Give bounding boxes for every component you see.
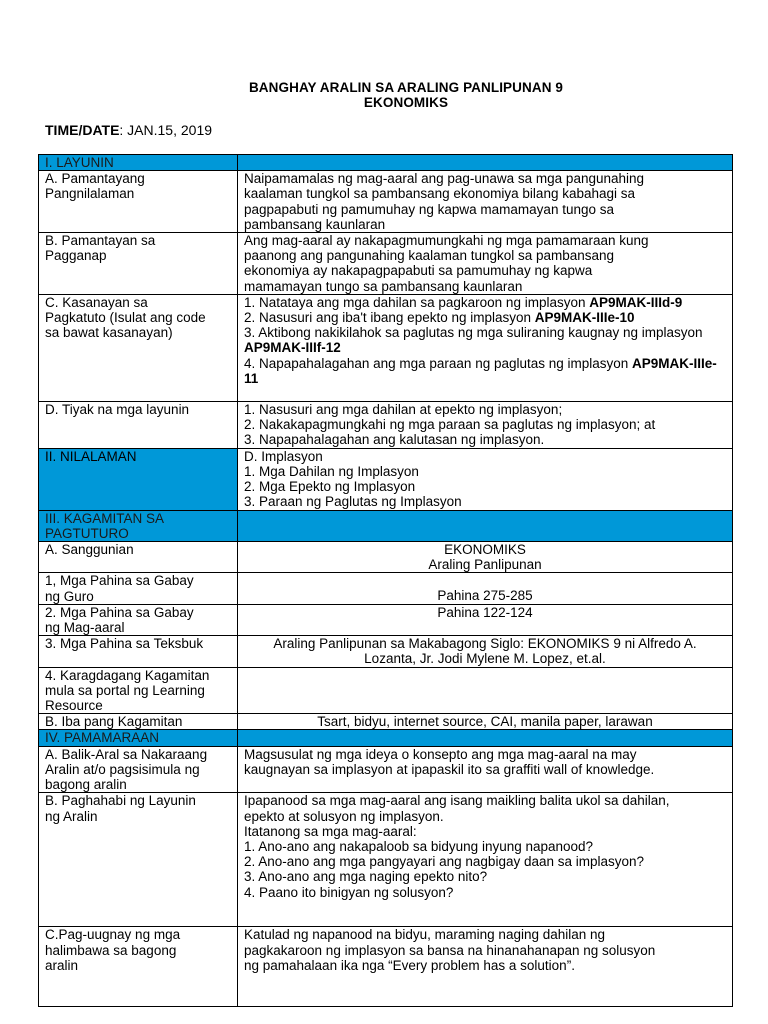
competency-code: AP9MAK-IIIf-12 [244, 340, 341, 356]
competency-text: 1. Natataya ang mga dahilan sa pagkaroon ng implasyon [244, 294, 590, 310]
label-line: ng Aralin [45, 808, 98, 824]
lesson-plan-table [38, 154, 733, 1007]
label-line: C.Pag-uugnay ng mga [45, 927, 181, 943]
row-label: A. Sanggunian [39, 542, 238, 573]
value-line: kaugnayan sa implasyon at ipapaskil ito sa graffiti wall of knowledge. [244, 761, 655, 777]
table-row [39, 667, 733, 714]
table-row [39, 714, 733, 730]
row-value [238, 294, 733, 401]
table-row [39, 401, 733, 448]
table-row [39, 573, 733, 604]
value-line: Ipapanood sa mga mag-aaral ang isang maikling balita ukol sa dahilan, [244, 793, 670, 809]
value-line: Magsusulat ng mga ideya o konsepto ang mga mag-aaral na may [244, 746, 637, 762]
table-row [39, 233, 733, 295]
label-line: sa bawat kasanayan) [45, 325, 173, 341]
time-date [45, 122, 212, 138]
value-line: Lozanta, Jr. Jodi Mylene M. Lopez, et.al. [364, 651, 606, 667]
value-line: Ang mag-aaral ay nakapagmumungkahi ng mga pamamaraan kung [244, 233, 649, 249]
section-row-pamamaraan [39, 730, 733, 746]
label-line: III. KAGAMITAN SA [45, 510, 165, 526]
value-line: D. Implasyon [244, 448, 323, 464]
competency-code: AP9MAK-IIIe-11 [244, 355, 717, 386]
competency-item [244, 356, 726, 386]
table-row [39, 636, 733, 667]
row-label [39, 604, 238, 635]
competency-item [244, 310, 726, 325]
row-value [238, 667, 733, 714]
section-kagamitan-blank [238, 510, 733, 541]
row-value [238, 573, 733, 604]
value-line: ng pamahalaan ika nga “Every problem has a solution”. [244, 957, 575, 973]
table-row [39, 927, 733, 1007]
label-line: 2. Mga Pahina sa Gabay [45, 604, 194, 620]
value-line: kaalaman tungkol sa pambansang ekonomiya bilang kabahagi sa [244, 186, 636, 202]
label-line: A. Balik-Aral sa Nakaraang [45, 746, 208, 762]
value-line: 1. Ano-ano ang nakapaloob sa bidyung inyung napanood? [244, 838, 594, 854]
value-line: 2. Ano-ano ang mga pangyayari ang nagbigay daan sa implasyon? [244, 854, 645, 870]
label-line: aralin [45, 957, 79, 973]
competency-text: 2. Nasusuri ang iba't ibang epekto ng implasyon [244, 310, 535, 326]
label-line: A. Pamantayang [45, 171, 145, 187]
section-layunin-label: I. LAYUNIN [39, 155, 238, 171]
table-row [39, 294, 733, 401]
label-line: ng Mag-aaral [45, 620, 125, 636]
value-line: 4. Paano ito binigyan ng solusyon? [244, 884, 454, 900]
table-row [39, 448, 733, 510]
row-label [39, 171, 238, 233]
label-line: PAGTUTURO [45, 525, 129, 541]
value-line: mamamayan tungo sa pambansang kaunlaran [244, 278, 523, 294]
value-line: pagkakaroon ng implasyon sa bansa na hinanahanapan ng solusyon [244, 942, 656, 958]
label-line: 1, Mga Pahina sa Gabay [45, 573, 194, 589]
table-row [39, 746, 733, 793]
section-kagamitan-label [39, 510, 238, 541]
row-label [39, 233, 238, 295]
label-line: C. Kasanayan sa [45, 294, 148, 310]
competency-code: AP9MAK-IIId-9 [589, 294, 683, 310]
section-nilalaman-label: II. NILALAMAN [39, 448, 238, 510]
label-line: 4. Karagdagang Kagamitan [45, 667, 210, 683]
row-label: 3. Mga Pahina sa Teksbuk [39, 636, 238, 667]
row-value: Tsart, bidyu, internet source, CAI, manila paper, larawan [238, 714, 733, 730]
value-line: Pahina 275-285 [437, 588, 533, 604]
table-row [39, 171, 733, 233]
document-subtitle: EKONOMIKS [363, 95, 449, 110]
label-line: Pagganap [45, 248, 107, 264]
row-value [238, 542, 733, 573]
row-value [238, 448, 733, 510]
row-label: B. Iba pang Kagamitan [39, 714, 238, 730]
competency-text: 4. Napapahalagahan ang mga paraan ng paglutas ng implasyon [244, 355, 633, 371]
row-value: Pahina 122-124 [238, 604, 733, 635]
value-line: Naipamamalas ng mag-aaral ang pag-unawa sa mga pangunahing [244, 171, 645, 187]
table-row [39, 542, 733, 573]
time-date-label: TIME/DATE [45, 122, 120, 138]
value-line: 3. Napapahalagahan ang kalutasan ng implasyon. [244, 432, 545, 448]
row-label [39, 746, 238, 793]
row-value [238, 793, 733, 927]
row-value [238, 746, 733, 793]
value-line: 2. Nakakapagmungkahi ng mga paraan sa paglutas ng implasyon; at [244, 417, 656, 433]
row-label [39, 294, 238, 401]
row-label: D. Tiyak na mga layunin [39, 401, 238, 448]
competency-item [244, 295, 726, 310]
row-label [39, 667, 238, 714]
label-line: B. Pamantayan sa [45, 233, 156, 249]
section-pamamaraan-label: IV. PAMAMARAAN [39, 730, 238, 746]
value-line: Araling Panlipunan [428, 557, 542, 573]
label-line: Aralin at/o pagsisimula ng [45, 761, 200, 777]
row-value [238, 233, 733, 295]
value-line: 3. Ano-ano ang mga naging epekto nito? [244, 869, 488, 885]
row-value [238, 401, 733, 448]
row-label [39, 793, 238, 927]
competency-text: 3. Aktibong nakikilahok sa paglutas ng mga suliraning kaugnay ng implasyon [244, 325, 703, 341]
value-line: pambansang kaunlaran [244, 216, 386, 232]
value-line: EKONOMIKS [444, 542, 526, 558]
label-line: Pangnilalaman [45, 186, 135, 202]
section-pamamaraan-blank [238, 730, 733, 746]
value-line: 3. Paraan ng Paglutas ng Implasyon [244, 494, 462, 510]
label-line: halimbawa sa bagong [45, 942, 177, 958]
section-row-kagamitan [39, 510, 733, 541]
row-value [238, 171, 733, 233]
label-line: B. Paghahabi ng Layunin [45, 793, 196, 809]
label-line: mula sa portal ng Learning [45, 682, 205, 698]
label-line: Resource [45, 698, 103, 714]
label-line: Pagkatuto (Isulat ang code [45, 310, 206, 326]
row-value [238, 636, 733, 667]
value-line: paanong ang pangunahing kaalaman tungkol sa pambansang [244, 248, 615, 264]
value-line: 1. Mga Dahilan ng Implasyon [244, 464, 419, 480]
section-row-layunin [39, 155, 733, 171]
value-line: epekto at solusyon ng implasyon. [244, 808, 444, 824]
value-line: 2. Mga Epekto ng Implasyon [244, 479, 416, 495]
value-line: pagpapabuti ng pamumuhay ng kapwa mamamayan tungo sa [244, 201, 614, 217]
value-line: Katulad ng napanood na bidyu, maraming naging dahilan ng [244, 927, 606, 943]
value-line: 1. Nasusuri ang mga dahilan at epekto ng implasyon; [244, 401, 563, 417]
document-title: BANGHAY ARALIN SA ARALING PANLIPUNAN 9 [248, 80, 564, 95]
value-line: Araling Panlipunan sa Makabagong Siglo: EKONOMIKS 9 ni Alfredo A. [273, 636, 697, 652]
section-layunin-blank [238, 155, 733, 171]
row-value [238, 927, 733, 1007]
value-line: ekonomiya ay nakapagpapabuti sa pamumuhay ng kapwa [244, 263, 593, 279]
time-date-value: : JAN.15, 2019 [119, 122, 213, 138]
table-row [39, 604, 733, 635]
row-label [39, 927, 238, 1007]
competency-item [244, 325, 726, 355]
table-row [39, 793, 733, 927]
label-line: bagong aralin [45, 777, 127, 793]
competency-code: AP9MAK-IIIe-10 [534, 310, 635, 326]
row-label [39, 573, 238, 604]
label-line: ng Guro [45, 588, 94, 604]
value-line: Itatanong sa mga mag-aaral: [244, 823, 417, 839]
